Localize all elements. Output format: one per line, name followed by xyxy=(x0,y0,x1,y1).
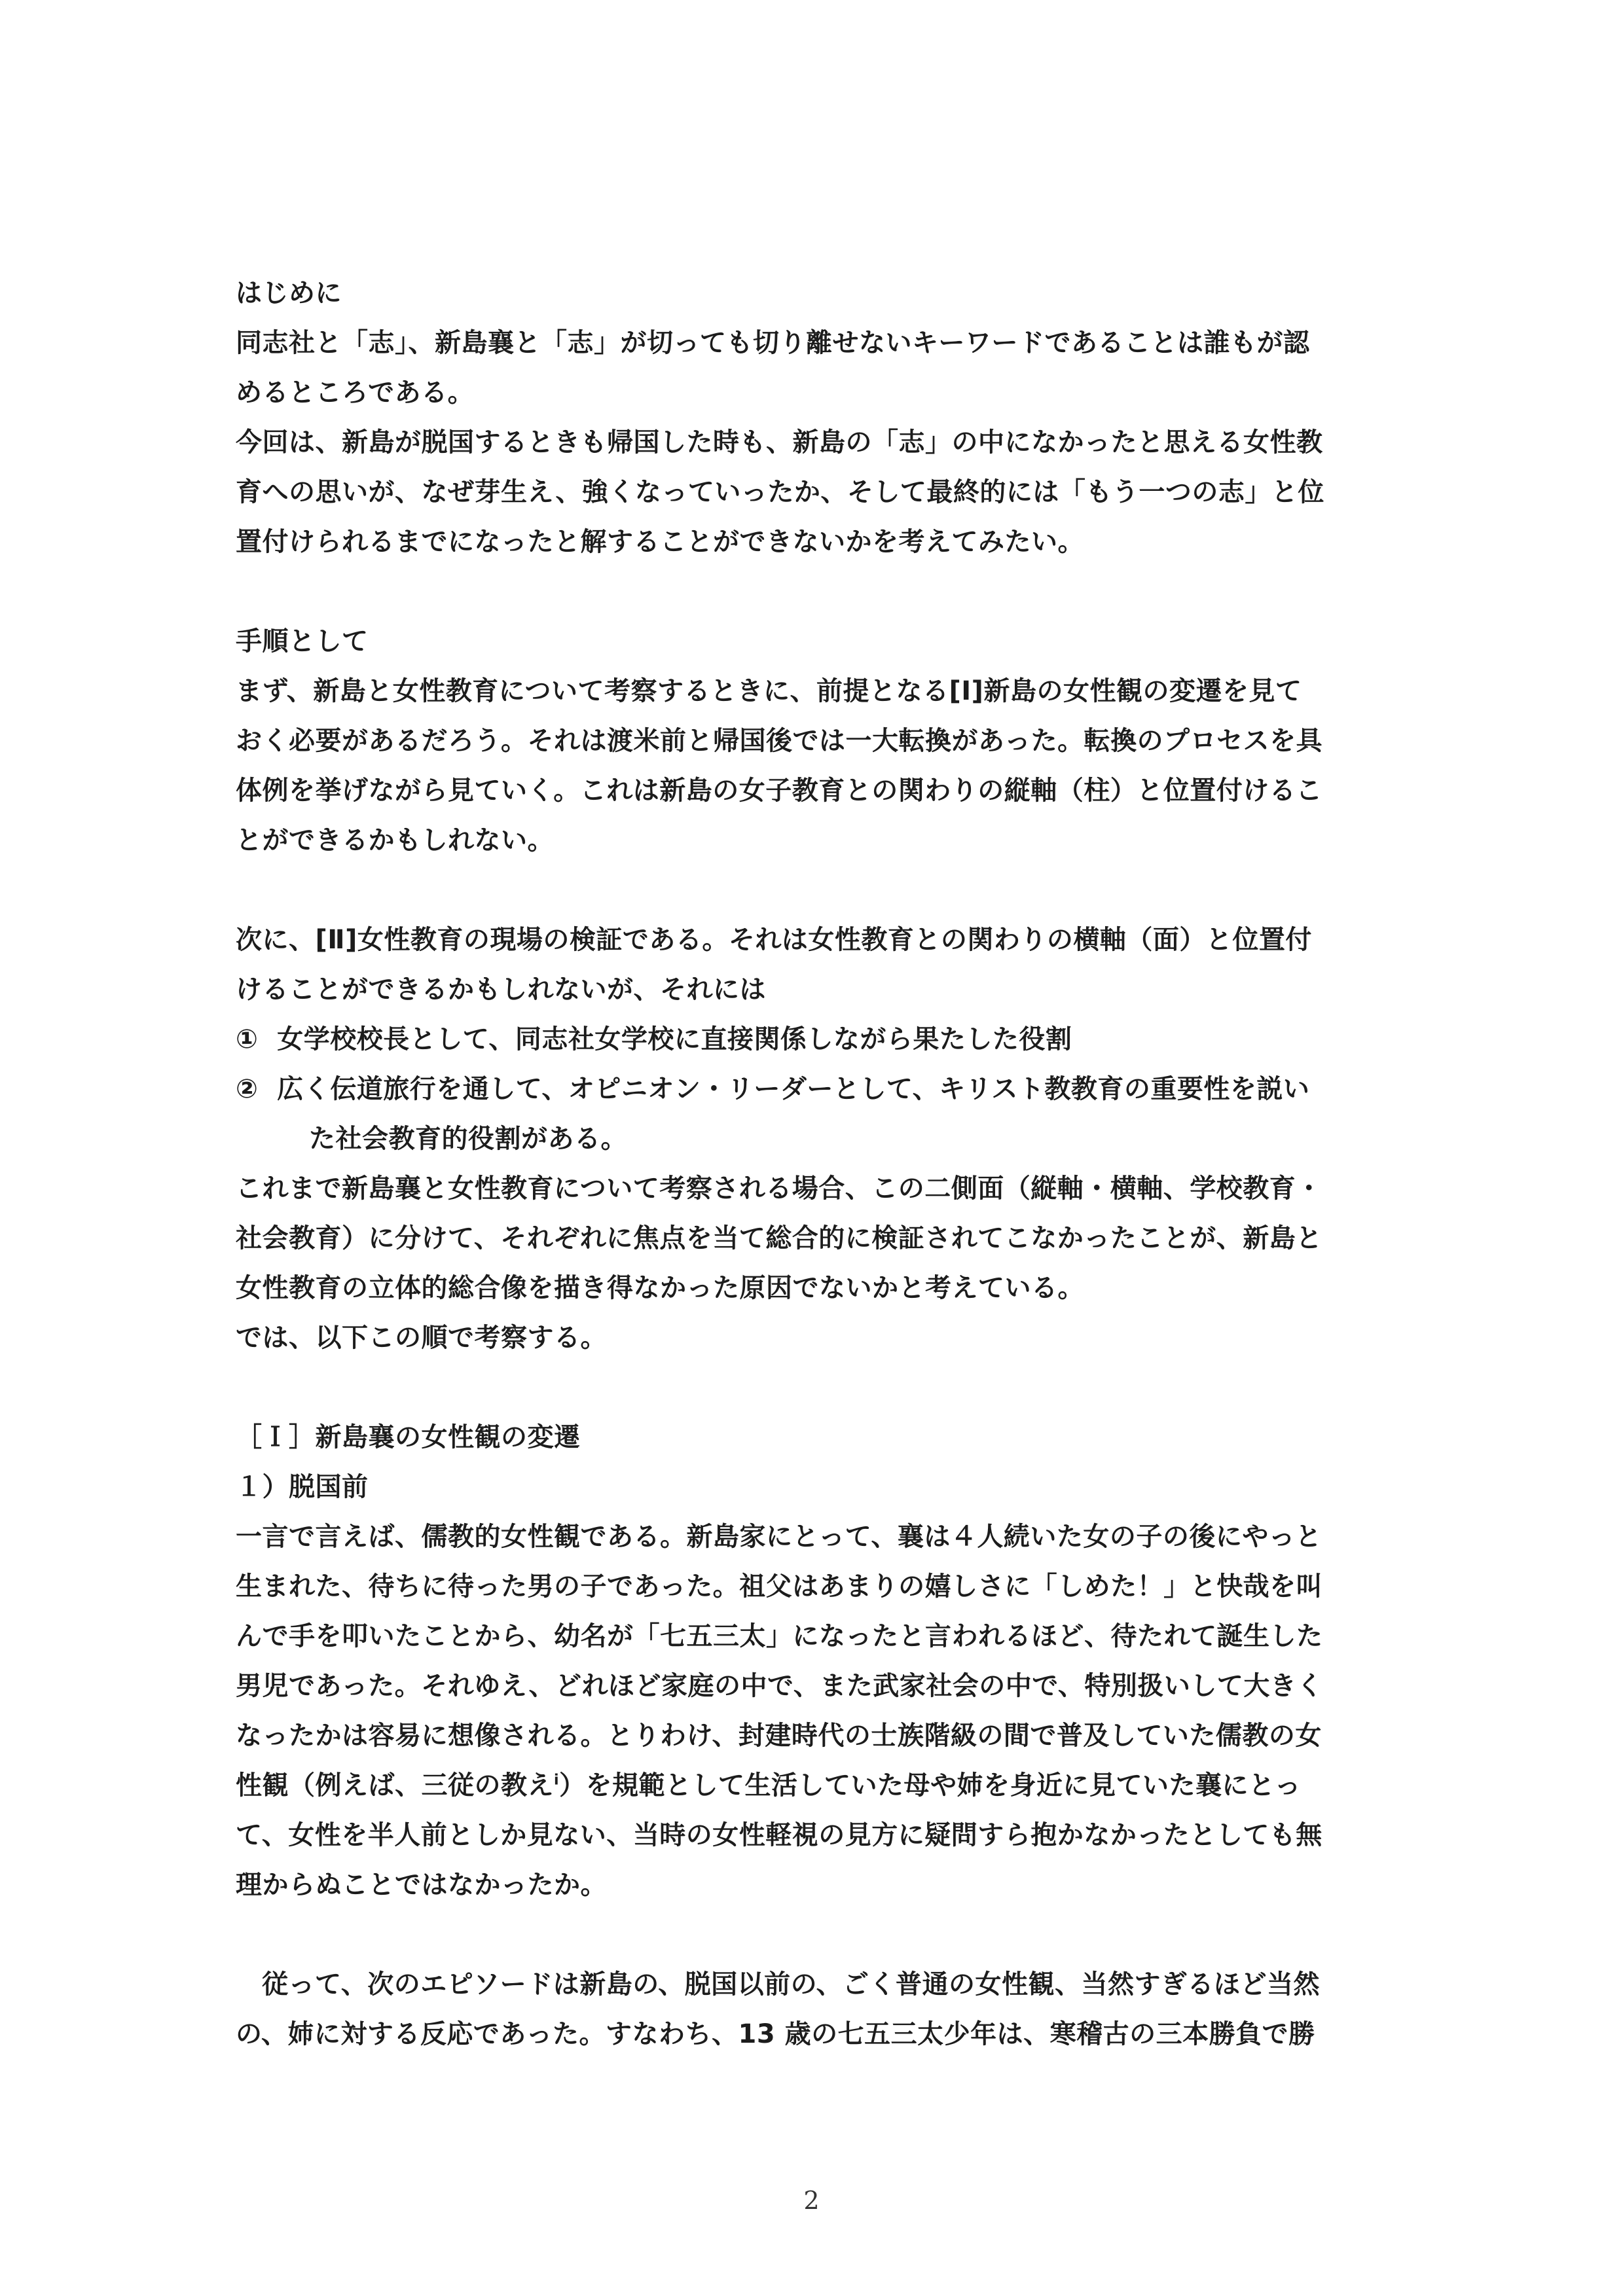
section-line: 一言で言えば、儒教的女性観である。新島家にとって、襄は４人続いた女の子の後にやっと xyxy=(236,1522,1322,1552)
list-item-continuation: た社会教育的役割がある。 xyxy=(309,1124,627,1154)
page-number: 2 xyxy=(803,2186,820,2215)
intro-line: 置付けられるまでになったと解することができないかを考えてみたい。 xyxy=(236,527,1084,557)
footnote-mark[interactable]: i xyxy=(554,1772,560,1789)
list-item xyxy=(236,1064,1401,1114)
section-line: んで手を叩いたことから、幼名が「七五三太」になったと言われるほど、待たれて誕生した xyxy=(236,1621,1323,1651)
intro-line: めるところである。 xyxy=(236,378,475,408)
section-line: て、女性を半人前としか見ない、当時の女性軽視の見方に疑問すら抱かなかったとしても無 xyxy=(236,1820,1322,1850)
procedure-closing-line: では、以下この順で考察する。 xyxy=(236,1323,607,1353)
procedure-line: おく必要があるだろう。それは渡米前と帰国後では一大転換があった。転換のプロセスを具 xyxy=(236,726,1323,756)
document-body xyxy=(236,268,1401,2059)
section-line-with-footnote xyxy=(236,1761,1401,1810)
procedure-next-line: けることができるかもしれないが、それには xyxy=(236,975,766,1005)
list-item-marker: ② xyxy=(236,1074,259,1104)
intro-line: 育への思いが、なぜ芽生え、強くなっていったか、そして最終的には「もう一つの志」と位 xyxy=(236,477,1324,507)
list-item xyxy=(236,1014,1401,1064)
intro-heading: はじめに xyxy=(236,278,342,308)
section-para2-line: の、姉に対する反応であった。すなわち、13 歳の七五三太少年は、寒稽古の三本勝負で勝 xyxy=(236,2019,1315,2049)
paragraph-gap xyxy=(236,1363,1401,1412)
paragraph-gap xyxy=(236,1910,1401,1960)
procedure-closing-line: これまで新島襄と女性教育について考察される場合、この二側面（縦軸・横軸、学校教育・ xyxy=(236,1174,1322,1204)
procedure-closing-line: 社会教育）に分けて、それぞれに焦点を当て総合的に検証されてこなかったことが、新島と xyxy=(236,1223,1322,1253)
procedure-line: まず、新島と女性教育について考察するときに、前提となる[Ⅰ]新島の女性観の変遷を見て xyxy=(236,676,1302,706)
paragraph-gap xyxy=(236,567,1401,617)
procedure-line: とができるかもしれない。 xyxy=(236,825,554,855)
section-line: 理からぬことではなかったか。 xyxy=(236,1870,607,1900)
list-item-text: 広く伝道旅行を通して、オピニオン・リーダーとして、キリスト教教育の重要性を説い xyxy=(277,1074,1310,1104)
section-line: なったかは容易に想像される。とりわけ、封建時代の士族階級の間で普及していた儒教の女 xyxy=(236,1721,1322,1751)
intro-line: 同志社と「志」、新島襄と「志」が切っても切り離せないキーワードであることは誰もが認 xyxy=(236,328,1310,358)
section-subheading: １）脱国前 xyxy=(236,1472,369,1502)
procedure-closing-line: 女性教育の立体的総合像を描き得なかった原因でないかと考えている。 xyxy=(236,1273,1084,1303)
list-item-text: 女学校校長として、同志社女学校に直接関係しながら果たした役割 xyxy=(277,1024,1072,1054)
section-para2-line: 従って、次のエピソードは新島の、脱国以前の、ごく普通の女性観、当然すぎるほど当然 xyxy=(262,1969,1320,2000)
intro-line: 今回は、新島が脱国するときも帰国した時も、新島の「志」の中になかったと思える女性教 xyxy=(236,427,1323,457)
list-item-marker: ① xyxy=(236,1024,259,1054)
section-line-text: 性観（例えば、三従の教え xyxy=(236,1770,554,1801)
procedure-next-line: 次に、[Ⅱ]女性教育の現場の検証である。それは女性教育との関わりの横軸（面）と位置付 xyxy=(236,925,1312,955)
section-line-text: ）を規範として生活していた母や姉を身近に見ていた襄にとっ xyxy=(559,1770,1302,1801)
section-heading: ［Ｉ］新島襄の女性観の変遷 xyxy=(236,1422,581,1452)
procedure-heading: 手順として xyxy=(236,626,369,656)
paragraph-gap xyxy=(236,865,1401,915)
section-line: 生まれた、待ちに待った男の子であった。祖父はあまりの嬉しさに「しめた！」と快哉を叫 xyxy=(236,1571,1323,1602)
procedure-line: 体例を挙げながら見ていく。これは新島の女子教育との関わりの縦軸（柱）と位置付けるこ xyxy=(236,776,1322,806)
section-line: 男児であった。それゆえ、どれほど家庭の中で、また武家社会の中で、特別扱いして大きく xyxy=(236,1671,1323,1701)
